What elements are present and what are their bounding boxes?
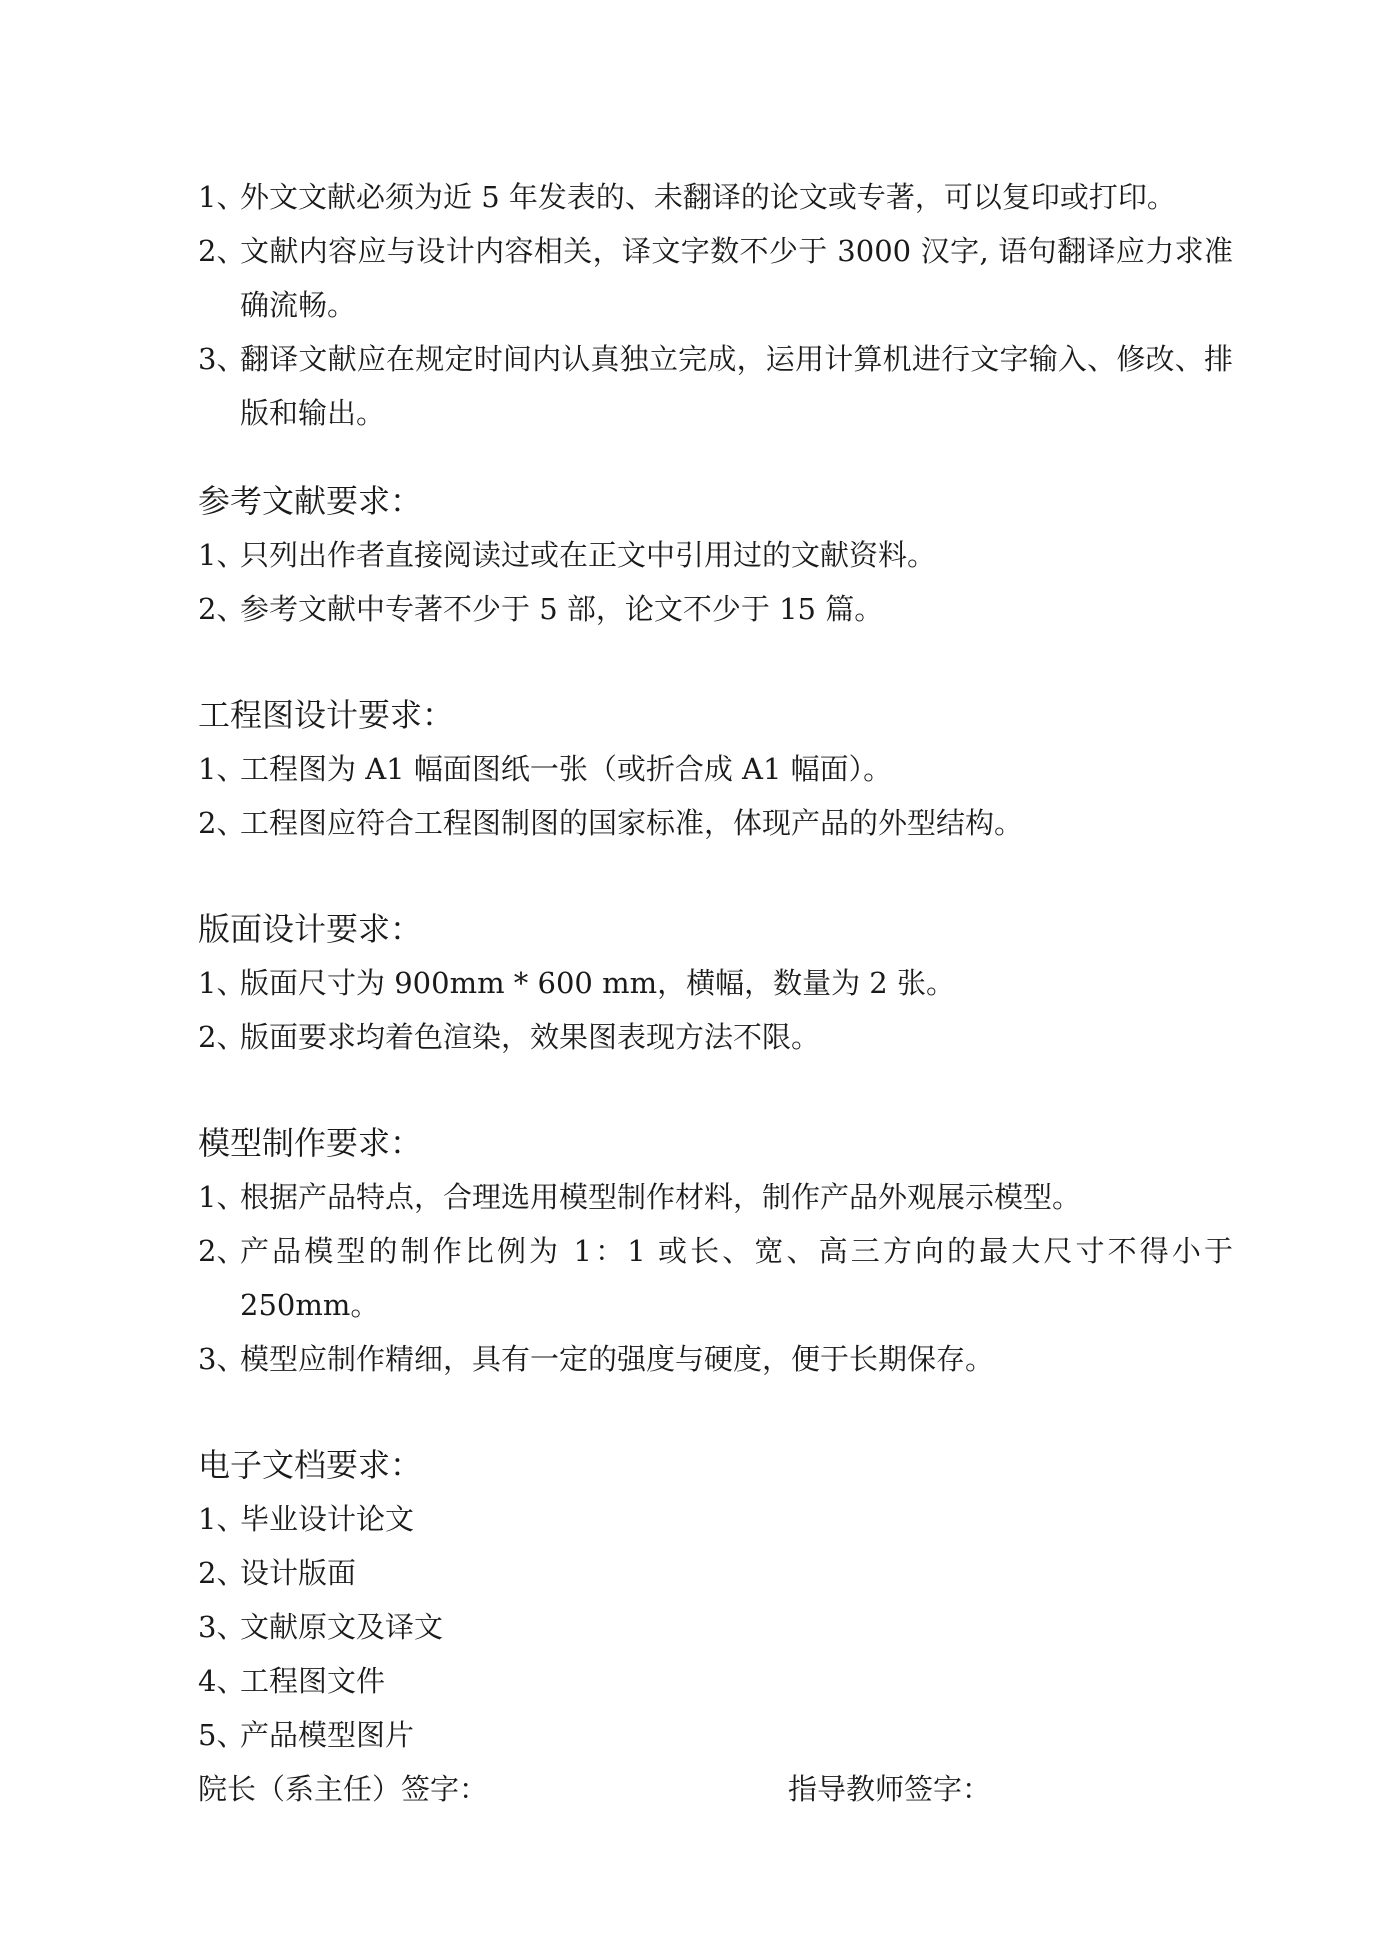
item-text: 翻译文献应在规定时间内认真独立完成，运用计算机进行文字输入、修改、排版和输出。: [240, 342, 1233, 430]
item-text: 产品模型的制作比例为 1：1 或长、宽、高三方向的最大尺寸不得小于 250mm。: [240, 1234, 1233, 1322]
document-page: [198, 170, 1233, 1816]
item-number: 2、: [198, 1020, 246, 1054]
item-number: 1、: [198, 966, 246, 1000]
item-number: 2、: [198, 806, 246, 840]
item-number: 3、: [198, 1610, 246, 1644]
section-heading-engineering: 工程图设计要求：: [198, 696, 455, 734]
item-text: 参考文献中专著不少于 5 部，论文不少于 15 篇。: [240, 592, 884, 626]
electronic-list: [198, 1492, 1233, 1762]
item-text: 文献原文及译文: [240, 1610, 444, 1644]
list-item: [198, 1546, 1233, 1600]
list-item: [198, 332, 1233, 440]
list-item: [198, 1708, 1233, 1762]
item-text: 版面要求均着色渲染，效果图表现方法不限。: [240, 1020, 821, 1054]
item-number: 1、: [198, 180, 246, 214]
list-item: [198, 1654, 1233, 1708]
item-text: 文献内容应与设计内容相关，译文字数不少于 3000 汉字, 语句翻译应力求准确流畅。: [240, 234, 1233, 322]
section-heading-electronic: 电子文档要求：: [198, 1446, 423, 1484]
translation-requirements-list: [198, 170, 1233, 440]
item-number: 2、: [198, 592, 246, 626]
item-text: 版面尺寸为 900mm * 600 mm，横幅，数量为 2 张。: [240, 966, 955, 1000]
item-number: 1、: [198, 1180, 246, 1214]
item-text: 根据产品特点，合理选用模型制作材料，制作产品外观展示模型。: [240, 1180, 1082, 1214]
item-number: 2、: [198, 234, 246, 268]
section-heading-model: 模型制作要求：: [198, 1124, 423, 1162]
item-text: 设计版面: [240, 1556, 357, 1590]
list-item: [198, 742, 1233, 796]
list-item: [198, 582, 1233, 636]
item-text: 只列出作者直接阅读过或在正文中引用过的文献资料。: [240, 538, 937, 572]
engineering-list: [198, 742, 1233, 850]
item-text: 模型应制作精细，具有一定的强度与硬度，便于长期保存。: [240, 1342, 995, 1376]
item-number: 1、: [198, 752, 246, 786]
model-list: [198, 1170, 1233, 1386]
list-item: [198, 1010, 1233, 1064]
item-text: 毕业设计论文: [240, 1502, 415, 1536]
list-item: [198, 1224, 1233, 1332]
section-heading-references: 参考文献要求：: [198, 482, 423, 520]
item-number: 2、: [198, 1556, 246, 1590]
list-item: [198, 956, 1233, 1010]
item-text: 产品模型图片: [240, 1718, 415, 1752]
item-number: 1、: [198, 1502, 246, 1536]
list-item: [198, 1600, 1233, 1654]
list-item: [198, 796, 1233, 850]
layout-list: [198, 956, 1233, 1064]
list-item: [198, 224, 1233, 332]
references-list: [198, 528, 1233, 636]
list-item: [198, 170, 1233, 224]
item-text: 工程图文件: [240, 1664, 386, 1698]
section-heading-layout: 版面设计要求：: [198, 910, 423, 948]
item-text: 工程图应符合工程图制图的国家标准，体现产品的外型结构。: [240, 806, 1024, 840]
item-number: 4、: [198, 1664, 246, 1698]
item-number: 2、: [198, 1234, 246, 1268]
item-number: 3、: [198, 342, 246, 376]
item-number: 3、: [198, 1342, 246, 1376]
list-item: [198, 528, 1233, 582]
signature-row: [198, 1762, 1233, 1816]
advisor-signature-label: 指导教师签字：: [788, 1772, 992, 1806]
list-item: [198, 1492, 1233, 1546]
item-text: 外文文献必须为近 5 年发表的、未翻译的论文或专著，可以复印或打印。: [240, 180, 1176, 214]
item-number: 1、: [198, 538, 246, 572]
dean-signature-label: 院长（系主任）签字：: [198, 1772, 489, 1806]
list-item: [198, 1170, 1233, 1224]
item-number: 5、: [198, 1718, 246, 1752]
list-item: [198, 1332, 1233, 1386]
item-text: 工程图为 A1 幅面图纸一张（或折合成 A1 幅面）。: [240, 752, 893, 786]
